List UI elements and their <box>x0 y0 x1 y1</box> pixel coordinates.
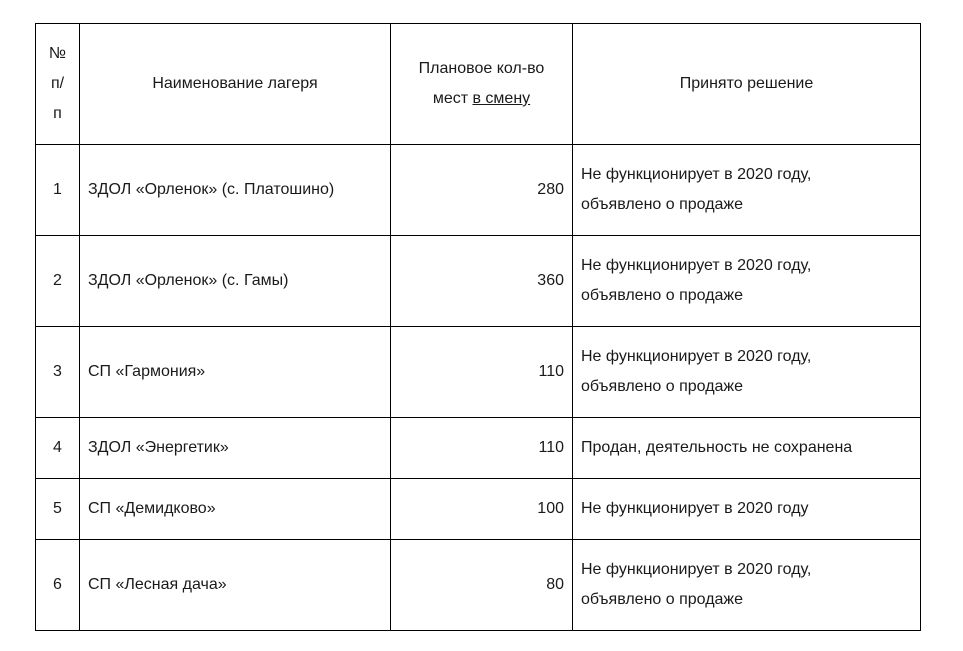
decision <box>573 236 921 327</box>
planned-seats: 360 <box>391 236 573 327</box>
decision-line2: объявлено о продаже <box>581 591 744 608</box>
decision-line2: объявлено о продаже <box>581 378 744 395</box>
planned-seats: 110 <box>391 418 573 479</box>
camp-name: СП «Гармония» <box>80 327 391 418</box>
camp-name: СП «Лесная дача» <box>80 540 391 631</box>
table-row <box>36 418 921 479</box>
camp-name: СП «Демидково» <box>80 479 391 540</box>
decision: Продан, деятельность не сохранена <box>573 418 921 479</box>
header-camp-name: Наименование лагеря <box>80 24 391 145</box>
decision: Не функционирует в 2020 году <box>573 479 921 540</box>
header-number <box>36 24 80 145</box>
header-row <box>36 24 921 145</box>
planned-seats: 110 <box>391 327 573 418</box>
header-seats-prefix: мест <box>432 90 473 107</box>
table-row <box>36 327 921 418</box>
decision-line1: Не функционирует в 2020 году, <box>581 166 812 183</box>
row-number: 2 <box>36 236 80 327</box>
row-number: 6 <box>36 540 80 631</box>
decision-line1: Не функционирует в 2020 году, <box>581 257 812 274</box>
planned-seats: 80 <box>391 540 573 631</box>
row-number: 3 <box>36 327 80 418</box>
decision-line1: Не функционирует в 2020 году, <box>581 348 812 365</box>
planned-seats: 280 <box>391 145 573 236</box>
planned-seats: 100 <box>391 479 573 540</box>
header-number-line3: п <box>53 105 62 122</box>
decision <box>573 327 921 418</box>
table-row <box>36 540 921 631</box>
table-row <box>36 145 921 236</box>
header-seats-line2 <box>399 84 564 114</box>
header-number-line1: № <box>48 45 67 62</box>
row-number: 5 <box>36 479 80 540</box>
table-row <box>36 236 921 327</box>
header-seats-line1: Плановое кол-во <box>418 60 545 77</box>
camps-table <box>35 23 921 631</box>
decision-line2: объявлено о продаже <box>581 287 744 304</box>
decision-line2: объявлено о продаже <box>581 196 744 213</box>
row-number: 1 <box>36 145 80 236</box>
header-planned-seats <box>391 24 573 145</box>
decision <box>573 145 921 236</box>
header-number-line2: п/ <box>50 75 65 92</box>
table-row <box>36 479 921 540</box>
camp-name: ЗДОЛ «Энергетик» <box>80 418 391 479</box>
camp-name: ЗДОЛ «Орленок» (с. Платошино) <box>80 145 391 236</box>
decision-line1: Не функционирует в 2020 году, <box>581 561 812 578</box>
camp-name: ЗДОЛ «Орленок» (с. Гамы) <box>80 236 391 327</box>
header-decision: Принято решение <box>573 24 921 145</box>
decision <box>573 540 921 631</box>
header-seats-underlined: в смену <box>472 90 531 107</box>
row-number: 4 <box>36 418 80 479</box>
